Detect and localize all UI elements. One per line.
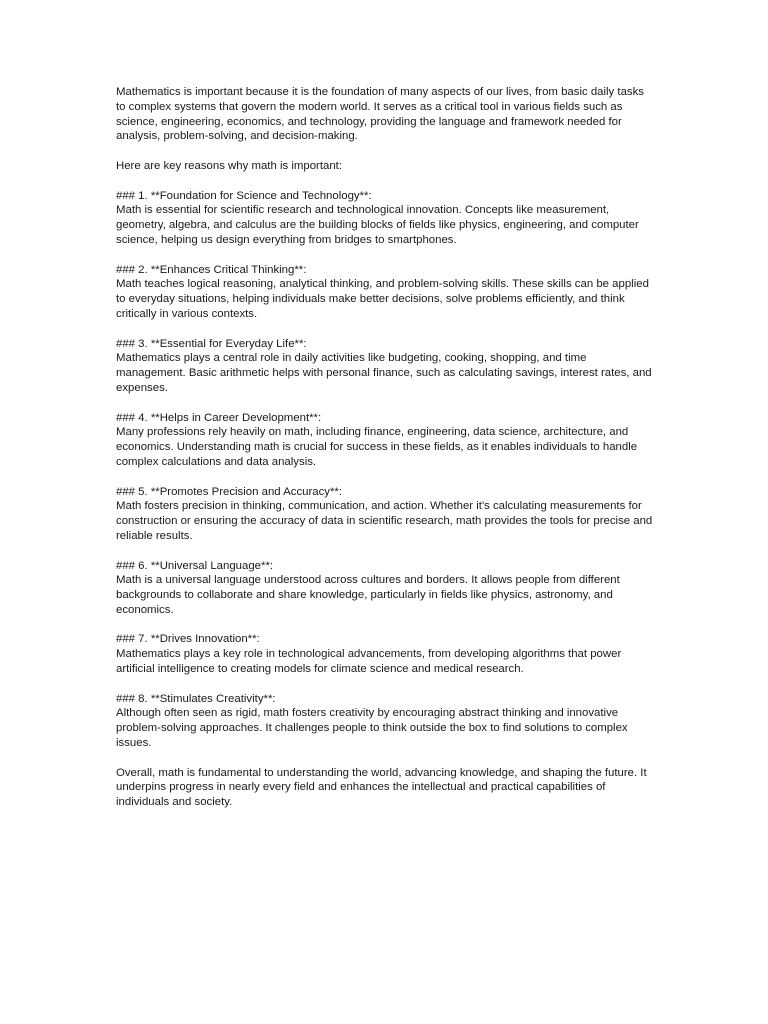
section-body: Math is essential for scientific research and technological innovation. Concepts like measurement, geometry, algebra, and calculus are the building blocks of fields like physics, engineering, and computer science, helping us design everything from bridges to smartphones. (116, 204, 639, 246)
section-heading: ### 7. **Drives Innovation**: (116, 633, 260, 646)
section-body: Math is a universal language understood across cultures and borders. It allows people from different backgrounds to collaborate and share knowledge, particularly in fields like physics, astronomy, and economics. (116, 574, 620, 616)
section-heading: ### 1. **Foundation for Science and Technology**: (116, 189, 372, 202)
section-heading: ### 5. **Promotes Precision and Accuracy**: (116, 485, 343, 498)
section-body: Many professions rely heavily on math, including finance, engineering, data science, architecture, and economics. Understanding math is crucial for success in these fields, as it enables individuals to handle complex calculations and data analysis. (116, 426, 638, 468)
section-heading: ### 4. **Helps in Career Development**: (116, 411, 322, 424)
section-6 (116, 559, 656, 618)
lead-in-paragraph: Here are key reasons why math is important: (116, 159, 343, 172)
section-body: Mathematics plays a key role in technological advancements, from developing algorithms that power artificial intelligence to creating models for climate science and medical research. (116, 648, 622, 676)
intro-paragraph: Mathematics is important because it is the foundation of many aspects of our lives, from basic daily tasks to complex systems that govern the modern world. It serves as a critical tool in various fields such as science, engineering, economics, and technology, providing the language and framework needed for analysis, problem-solving, and decision-making. (116, 86, 645, 143)
section-heading: ### 8. **Stimulates Creativity**: (116, 692, 276, 705)
section-body: Mathematics plays a central role in daily activities like budgeting, cooking, shopping, and time management. Basic arithmetic helps with personal finance, such as calculating savings, interest rates, and expenses. (116, 352, 652, 394)
section-body: Math teaches logical reasoning, analytical thinking, and problem-solving skills. These skills can be applied to everyday situations, helping individuals make better decisions, solve problems efficiently, and think critically in various contexts. (116, 278, 649, 320)
section-7 (116, 632, 656, 676)
section-5 (116, 485, 656, 544)
section-8 (116, 692, 656, 751)
section-heading: ### 6. **Universal Language**: (116, 559, 274, 572)
section-heading: ### 3. **Essential for Everyday Life**: (116, 337, 307, 350)
section-3 (116, 337, 656, 396)
section-heading: ### 2. **Enhances Critical Thinking**: (116, 263, 307, 276)
section-4 (116, 411, 656, 470)
section-body: Math fosters precision in thinking, communication, and action. Whether it's calculating measurements for construction or ensuring the accuracy of data in scientific research, math provides the tools for precise and reliable results. (116, 500, 653, 542)
section-2 (116, 263, 656, 322)
section-body: Although often seen as rigid, math fosters creativity by encouraging abstract thinking and innovative problem-solving approaches. It challenges people to think outside the box to find solutions to complex issues. (116, 707, 628, 750)
document-page (116, 85, 656, 825)
conclusion-paragraph: Overall, math is fundamental to understanding the world, advancing knowledge, and shaping the future. It underpins progress in nearly every field and enhances the intellectual and practical capabilities of individuals and society. (116, 766, 647, 809)
section-1 (116, 189, 656, 248)
